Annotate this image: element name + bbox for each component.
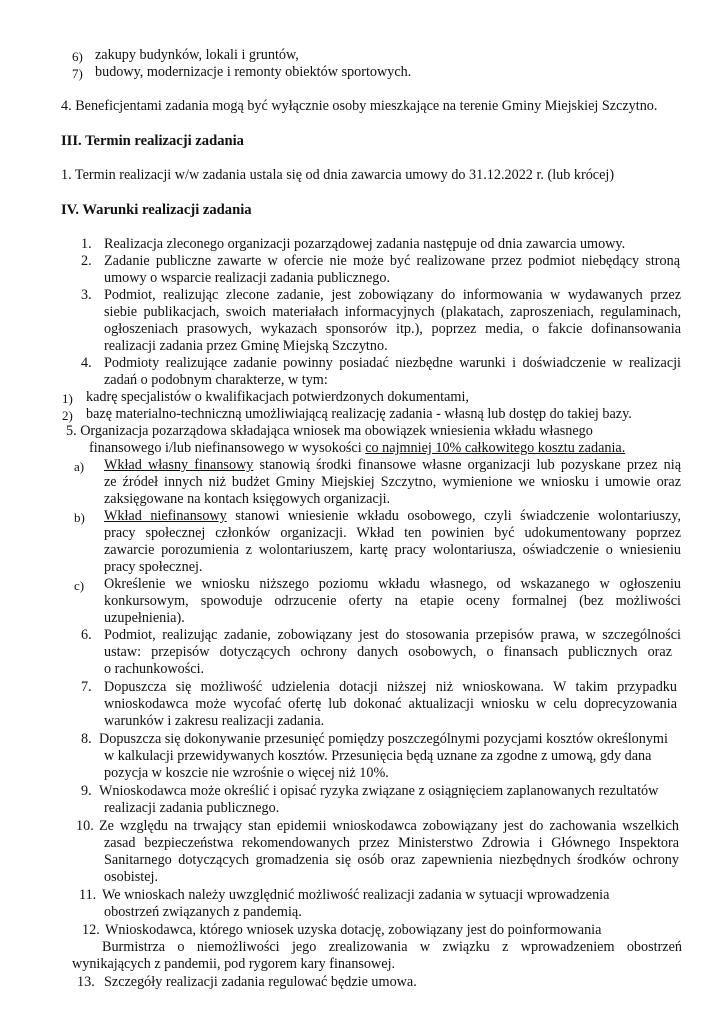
list-number: b) bbox=[74, 510, 85, 525]
list-text: warunków i zakresu realizacji zadania. bbox=[104, 713, 325, 729]
list-number: 2. bbox=[81, 253, 92, 269]
underlined-text: co najmniej 10% całkowitego kosztu zadania. bbox=[365, 440, 626, 456]
list-text: Szczegóły realizacji zadania regulować będzie umowa. bbox=[104, 974, 417, 990]
list-text: uzupełnienia). bbox=[104, 610, 185, 626]
list-text bbox=[89, 440, 625, 458]
paragraph-term: 1. Termin realizacji w/w zadania ustala się od dnia zawarcia umowy do 31.12.2022 r. (lub krócej) bbox=[61, 167, 615, 183]
list-text: bazę materialno-techniczną umożliwiającą realizację zadania - własną lub dostęp do takiej bazy. bbox=[86, 406, 632, 422]
list-text-part: finansowego i/lub niefinansowego w wysokości bbox=[89, 440, 366, 456]
list-number: 7) bbox=[72, 66, 83, 81]
list-text: realizacji zadania publicznego. bbox=[104, 800, 280, 816]
list-text: Ze względu na trwający stan epidemii wnioskodawca zobowiązany jest do zachowania wszelkich bbox=[99, 818, 679, 834]
list-number: 1) bbox=[62, 391, 73, 406]
list-text: zadań o podobnym charakterze, w tym: bbox=[104, 372, 328, 388]
list-number: 3. bbox=[81, 287, 92, 303]
list-text: kadrę specjalistów o kwalifikacjach potwierdzonych dokumentami, bbox=[86, 389, 469, 405]
list-text: Sanitarnego dotyczących gromadzenia się osób oraz zapewnienia niezbędnych środków ochrony bbox=[104, 852, 679, 868]
list-text: Określenie we wniosku niższego poziomu wkładu własnego, od wskazanego w ogłoszeniu bbox=[104, 576, 681, 592]
list-text: zakupy budynków, lokali i gruntów, bbox=[95, 47, 299, 63]
list-text: 5. Organizacja pozarządowa składająca wniosek ma obowiązek wniesienia wkładu własnego bbox=[66, 423, 593, 439]
list-text: Wnioskodawca, którego wniosek uzyska dotację, zobowiązany jest do poinformowania bbox=[105, 922, 602, 938]
list-text: budowy, modernizacje i remonty obiektów sportowych. bbox=[95, 64, 412, 80]
list-text: Wnioskodawca może określić i opisać ryzyka związane z osiągnięciem zaplanowanych rezultatów bbox=[99, 783, 659, 799]
list-number: 9. bbox=[81, 783, 92, 799]
list-text: wnioskodawca może wycofać ofertę lub dokonać aktualizacji wniosku w celu doprecyzowania bbox=[104, 696, 677, 712]
list-text: wynikających z pandemii, pod rygorem kary finansowej. bbox=[72, 956, 396, 972]
list-number: 1. bbox=[81, 236, 92, 252]
list-text: realizacji zadania przez Gminę Miejską Szczytno. bbox=[104, 338, 388, 354]
list-text: zaksięgowane na kontach księgowych organizacji. bbox=[104, 491, 391, 507]
list-text-part: stanowi wniesienie wkładu osobowego, czyli świadczenie wolontariuszy, bbox=[226, 508, 681, 524]
list-number: 12. bbox=[82, 922, 100, 938]
list-text: Podmiot, realizując zadanie, zobowiązany jest do stosowania przepisów prawa, w szczególności bbox=[104, 627, 681, 643]
list-number: 4. bbox=[81, 355, 92, 371]
list-text: Zadanie publiczne zawarte w ofercie nie może być realizowane przez podmiot niebędący stroną bbox=[104, 253, 680, 269]
underlined-text: Wkład niefinansowy bbox=[104, 508, 227, 524]
list-number: 7. bbox=[81, 679, 92, 695]
list-text: Podmioty realizujące zadanie powinny posiadać niezbędne warunki i doświadczenie w realizacji bbox=[104, 355, 681, 371]
list-text: ogłoszeniach prasowych, wykazach sponsorów itp.), poprzez media, o fakcie dofinansowania bbox=[104, 321, 681, 337]
list-number: 10. bbox=[76, 818, 94, 834]
list-text: Dopuszcza się możliwość udzielenia dotacji niższej niż wnioskowana. W takim przypadku bbox=[104, 679, 677, 695]
section-title-term: III. Termin realizacji zadania bbox=[61, 133, 244, 149]
list-text-part: stanowią środki finansowe własne organizacji lub pozyskane przez nią bbox=[253, 457, 682, 473]
list-text: ustaw: przepisów dotyczących ochrony danych osobowych, o finansach publicznych oraz bbox=[104, 644, 672, 660]
list-text bbox=[104, 508, 681, 526]
list-number: c) bbox=[74, 578, 85, 593]
list-text: pracy społecznej członków organizacji. Wkład ten powinien być udokumentowany poprzez bbox=[104, 525, 681, 541]
list-text: zawarcie porozumienia z wolontariuszem, kartę pracy wolontariusza, oświadczenie o wniesieniu bbox=[104, 542, 681, 558]
list-text: ze źródeł innych niż budżet Gminy Miejskiej Szczytno, wymienione we wniosku i umowie oraz bbox=[104, 474, 681, 490]
list-text: Dopuszcza się dokonywanie przesunięć pomiędzy poszczególnymi pozycjami kosztów określonymi bbox=[99, 731, 668, 747]
list-number: 13. bbox=[77, 974, 95, 990]
list-text: We wnioskach należy uwzględnić możliwość realizacji zadania w sytuacji wprowadzenia bbox=[102, 887, 610, 903]
list-text: Burmistrza o niemożliwości jego zrealizowania w związku z wprowadzeniem obostrzeń bbox=[102, 939, 682, 955]
list-number: 2) bbox=[62, 408, 73, 423]
paragraph-beneficiaries: 4. Beneficjentami zadania mogą być wyłącznie osoby mieszkające na terenie Gminy Miejskiej Szczytno. bbox=[61, 98, 658, 114]
list-number: a) bbox=[74, 459, 85, 474]
list-number: 6) bbox=[72, 49, 83, 64]
list-text: siebie publikacjach, swoich materiałach informacyjnych (plakatach, zaproszeniach, regulaminach, bbox=[104, 304, 681, 320]
list-text: umowy o wsparcie realizacji zadania publicznego. bbox=[104, 270, 390, 286]
list-text bbox=[104, 457, 681, 475]
list-text: konkursowym, spowoduje odrzucenie oferty na etapie oceny formalnej (bez możliwości bbox=[104, 593, 681, 609]
list-number: 11. bbox=[79, 887, 97, 903]
section-title-conditions: IV. Warunki realizacji zadania bbox=[61, 202, 252, 218]
list-number: 6. bbox=[81, 627, 92, 643]
list-text: pozycja w koszcie nie wzrośnie o więcej niż 10%. bbox=[104, 765, 389, 781]
list-text: obostrzeń związanych z pandemią. bbox=[104, 904, 302, 920]
list-number: 8. bbox=[81, 731, 92, 747]
list-text: Realizacja zleconego organizacji pozarządowej zadania następuje od dnia zawarcia umowy. bbox=[104, 236, 626, 252]
list-text: w kalkulacji przewidywanych kosztów. Przesunięcia będą uznane za zgodne z umową, gdy dana bbox=[104, 748, 652, 764]
list-text: Podmiot, realizując zlecone zadanie, jest zobowiązany do informowania w wydawanych przez bbox=[104, 287, 681, 303]
list-text: pracy społecznej. bbox=[104, 559, 203, 575]
list-text: zasad bezpieczeństwa rekomendowanych przez Ministerstwo Zdrowia i Głównego Inspektora bbox=[104, 835, 679, 851]
underlined-text: Wkład własny finansowy bbox=[104, 457, 254, 473]
list-text: osobistej. bbox=[104, 869, 158, 885]
list-text: o rachunkowości. bbox=[104, 661, 205, 677]
